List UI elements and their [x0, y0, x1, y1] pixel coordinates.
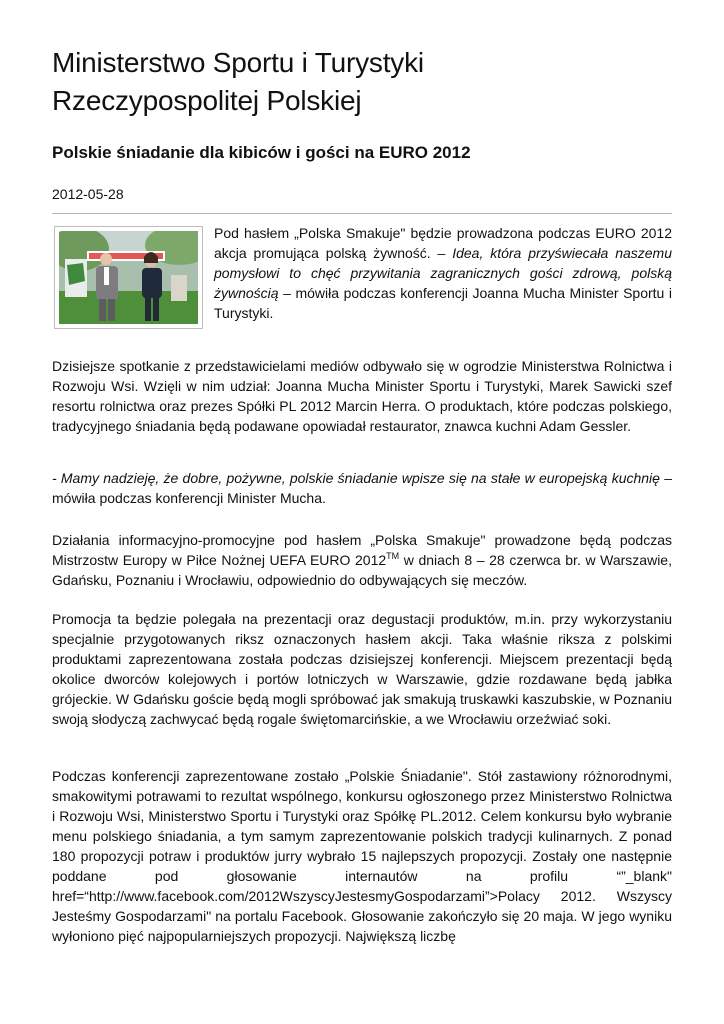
paragraph-4: Promocja ta będzie polegała na prezentacji oraz degustacji produktów, m.in. przy wykorzystaniu specjalnie przygotowanych riksz oznaczonych hasłem akcji. Taka właśnie riksza z polskimi produktami zaprezentowana została podczas dzisiejszej konferencji. Miejscem prezentacji będą okolice dworców kolejowych i portów lotniczych w Warszawie, gdzie rozdawane będą jabłka grójeckie. W Gdańsku goście będą mogli spróbować jak smakują truskawki kaszubskie, w Poznaniu swoją słodyczą zachwycać będą rogale świętomarcińskie, a we Wrocławiu orzeźwiać soki. — [52, 611, 672, 727]
paragraph-2-tail: – mówiła podczas konferencji Minister Mucha. — [52, 470, 672, 506]
paragraph-5: Podczas konferencji zaprezentowane zostało „Polskie Śniadanie". Stół zastawiony różnorodnymi, smakowitymi potrawami to rezultat wspólnego, konkursu ogłoszonego przez Ministerstwo Rolnictwa i Rozwoju Wsi, Ministerstwo Sportu i Turystyki oraz Spółkę PL.2012. Celem konkursu było wybranie menu polskiego śniadania, a tym samym zaprezentowanie polskich tradycji kulinarnych. Z ponad 180 propozycji potraw i produktów jurry wybrało 15 najlepszych propozycji. Zostały one następnie poddane pod głosowanie internautów na profilu “”_blank" href=“http://www.facebook.com/2012WszyscyJestesmyGospodarzami”>Polacy 2012. Wszyscy Jesteśmy Gospodarzami" na portalu Facebook. Głosowanie zakończyło się 20 maja. W jego wyniku wyłoniono pięć najpopularniejszych propozycji. Największą liczbę — [52, 768, 672, 944]
paragraph-2 — [52, 468, 672, 508]
article-date: 2012-05-28 — [52, 186, 124, 202]
site-title-line-1: Ministerstwo Sportu i Turystyki — [52, 47, 424, 78]
intro-paragraph — [214, 223, 672, 323]
intro-lead: Pod hasłem „Polska Smakuje" będzie prowadzona podczas EURO 2012 akcja promująca polską żywność. – — [214, 225, 672, 261]
article-photo — [54, 226, 203, 329]
conference-photo-illustration — [59, 231, 198, 324]
intro-quote: Idea, która przyświecała naszemu pomysłowi to chęć przywitania zagranicznych gości zdrową, polską żywnością — [214, 245, 673, 301]
paragraph-3 — [52, 530, 672, 590]
paragraph-1: Dzisiejsze spotkanie z przedstawicielami mediów odbywało się w ogrodzie Ministerstwa Rolnictwa i Rozwoju Wsi. Wzięli w nim udział: Joanna Mucha Minister Sportu i Turystyki, Marek Sawicki szef resortu rolnictwa oraz prezes Spółki PL 2012 Marcin Herra. O produktach, które podczas polskiego, tradycyjnego śniadania będą podawane opowiadał restaurator, znawca kuchni Adam Gessler. — [52, 358, 672, 434]
article-title: Polskie śniadanie dla kibiców i gości na EURO 2012 — [52, 143, 471, 162]
trademark-sup: TM — [386, 551, 400, 561]
paragraph-3-before: Działania informacyjno-promocyjne pod hasłem „Polska Smakuje" prowadzone będą podczas Mistrzostw Europy w Piłce Nożnej UEFA EURO 2012 — [52, 532, 672, 568]
header-divider — [52, 213, 672, 214]
site-title-line-2: Rzeczypospolitej Polskiej — [52, 85, 362, 116]
paragraph-2-quote: - Mamy nadzieję, że dobre, pożywne, polskie śniadanie wpisze się na stałe w europejską kuchnię — [52, 470, 660, 486]
intro-tail: – mówiła podczas konferencji Joanna Mucha Minister Sportu i Turystyki. — [214, 285, 672, 321]
site-title — [52, 44, 672, 120]
paragraph-3-after: w dniach 8 – 28 czerwca br. w Warszawie, Gdańsku, Poznaniu i Wrocławiu, odpowiednio do odbywających się meczów. — [52, 552, 672, 588]
